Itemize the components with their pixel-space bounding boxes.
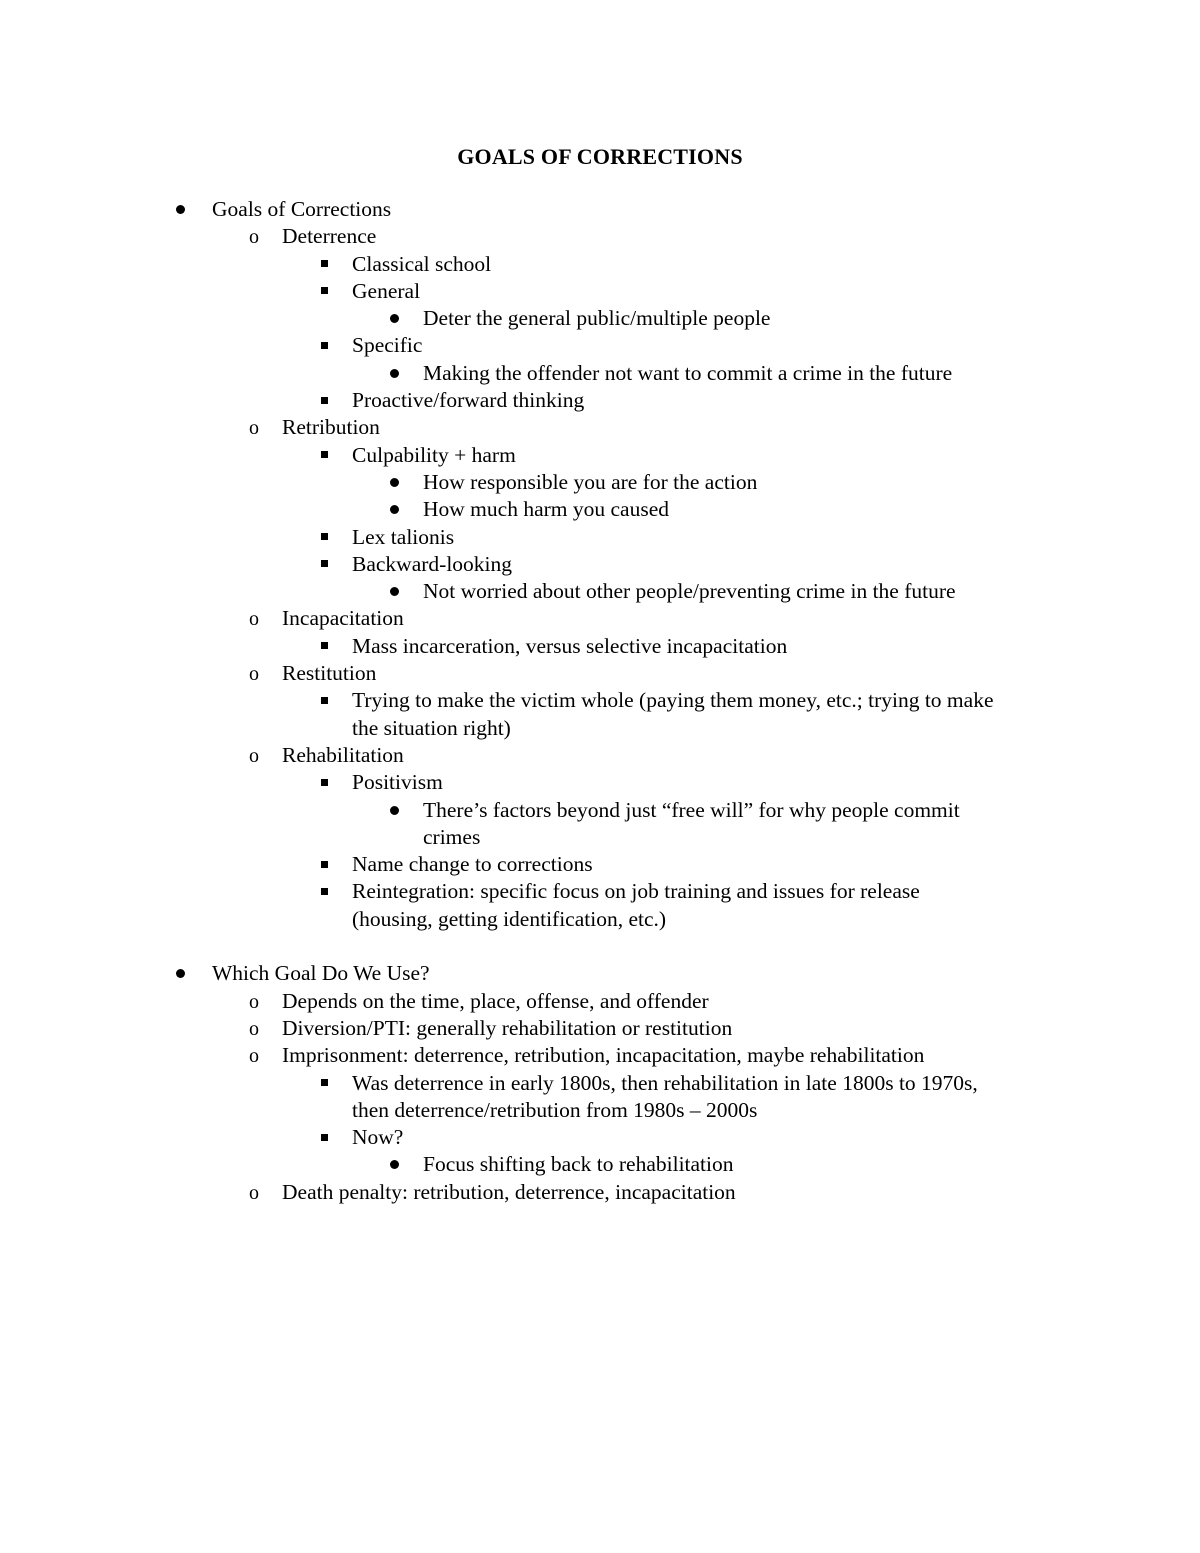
list-item-text: Death penalty: retribution, deterrence, incapacitation (282, 1179, 736, 1204)
list-item (0, 742, 1200, 769)
circle-bullet-icon: o (249, 1045, 259, 1068)
disc-bullet-icon (386, 496, 402, 523)
list-item-text: Deter the general public/multiple people (423, 306, 771, 331)
square-bullet-icon (316, 442, 332, 469)
list-item (0, 278, 1200, 305)
list-item-text: Restitution (282, 661, 377, 686)
circle-bullet-icon: o (249, 417, 259, 440)
list-item-text: Goals of Corrections (212, 197, 392, 221)
circle-bullet-icon: o (249, 663, 259, 686)
list-item-text: Diversion/PTI: generally rehabilitation or restitution (282, 1015, 733, 1040)
list-item (0, 196, 1200, 223)
list-item (0, 1097, 1200, 1124)
list-item (0, 960, 1200, 987)
list-item (0, 824, 1200, 851)
list-item-text: Which Goal Do We Use? (212, 961, 430, 986)
square-bullet-icon (316, 332, 332, 359)
disc-bullet-icon (386, 305, 402, 332)
disc-bullet-icon (172, 960, 188, 987)
list-item-text: Name change to corrections (352, 852, 593, 877)
list-item-text: Imprisonment: deterrence, retribution, incapacitation, maybe rehabilitation (282, 1043, 925, 1068)
list-item-text: How much harm you caused (423, 497, 669, 522)
list-item-text: Deterrence (282, 224, 377, 249)
list-item-text: Positivism (352, 770, 443, 795)
square-bullet-icon (316, 1124, 332, 1151)
list-item-text: Not worried about other people/preventing crime in the future (423, 579, 956, 604)
list-item-text: Incapacitation (282, 606, 404, 631)
list-item-text: Making the offender not want to commit a crime in the future (423, 360, 953, 385)
list-item (0, 442, 1200, 469)
list-item (0, 551, 1200, 578)
list-item-text: Mass incarceration, versus selective incapacitation (352, 633, 788, 658)
list-item (0, 851, 1200, 878)
list-item-text: Now? (352, 1125, 404, 1150)
square-bullet-icon (316, 687, 332, 714)
circle-bullet-icon: o (249, 1181, 259, 1204)
list-item-text: Specific (352, 333, 423, 358)
square-bullet-icon (316, 278, 332, 305)
list-item (0, 769, 1200, 796)
disc-bullet-icon (386, 469, 402, 496)
list-item (0, 1179, 1200, 1206)
blank-line (0, 933, 1200, 960)
list-item (0, 360, 1200, 387)
list-item-text: Backward-looking (352, 551, 513, 576)
square-bullet-icon (316, 769, 332, 796)
list-item (0, 687, 1200, 714)
list-item (0, 988, 1200, 1015)
list-item (0, 305, 1200, 332)
list-item (0, 332, 1200, 359)
list-item-text: Trying to make the victim whole (paying them money, etc.; trying to make (352, 688, 994, 713)
list-item (0, 223, 1200, 250)
circle-bullet-icon: o (249, 744, 259, 767)
list-item-text: There’s factors beyond just “free will” for why people commit (423, 797, 960, 822)
list-item (0, 414, 1200, 441)
circle-bullet-icon: o (249, 990, 259, 1013)
list-item (0, 797, 1200, 824)
list-item (0, 715, 1200, 742)
list-item (0, 469, 1200, 496)
page-title: GOALS OF CORRECTIONS (457, 144, 743, 169)
circle-bullet-icon: o (249, 608, 259, 631)
list-item (0, 605, 1200, 632)
list-item (0, 1124, 1200, 1151)
list-item (0, 1042, 1200, 1069)
list-item-text: then deterrence/retribution from 1980s – 2000s (352, 1097, 758, 1122)
list-item (0, 524, 1200, 551)
list-item-text: Focus shifting back to rehabilitation (423, 1152, 734, 1177)
circle-bullet-icon: o (249, 226, 259, 249)
circle-bullet-icon: o (249, 1017, 259, 1040)
outline-list (0, 196, 1200, 1206)
list-item-text: Lex talionis (352, 524, 455, 549)
square-bullet-icon (316, 878, 332, 905)
list-item-text: Retribution (282, 415, 380, 440)
list-item (0, 1151, 1200, 1178)
list-item (0, 906, 1200, 933)
list-item-text: Classical school (352, 251, 492, 276)
list-item-text: Depends on the time, place, offense, and offender (282, 988, 709, 1013)
list-item-text: Rehabilitation (282, 742, 404, 767)
square-bullet-icon (316, 633, 332, 660)
disc-bullet-icon (386, 578, 402, 605)
list-item-text: General (352, 278, 421, 303)
disc-bullet-icon (386, 1151, 402, 1178)
square-bullet-icon (316, 851, 332, 878)
list-item-text: Proactive/forward thinking (352, 388, 585, 413)
list-item (0, 633, 1200, 660)
list-item (0, 496, 1200, 523)
list-item (0, 878, 1200, 905)
disc-bullet-icon (172, 196, 188, 223)
list-item-text: Was deterrence in early 1800s, then rehabilitation in late 1800s to 1970s, (352, 1070, 978, 1095)
list-item-text: the situation right) (352, 715, 511, 740)
disc-bullet-icon (386, 360, 402, 387)
square-bullet-icon (316, 524, 332, 551)
square-bullet-icon (316, 1070, 332, 1097)
list-item (0, 1015, 1200, 1042)
list-item (0, 578, 1200, 605)
list-item (0, 1070, 1200, 1097)
list-item-text: (housing, getting identification, etc.) (352, 906, 667, 931)
list-item-text: How responsible you are for the action (423, 469, 758, 494)
square-bullet-icon (316, 551, 332, 578)
list-item-text: crimes (423, 824, 481, 849)
list-item (0, 251, 1200, 278)
square-bullet-icon (316, 251, 332, 278)
list-item (0, 387, 1200, 414)
square-bullet-icon (316, 387, 332, 414)
list-item-text: Reintegration: specific focus on job training and issues for release (352, 879, 920, 904)
list-item (0, 660, 1200, 687)
disc-bullet-icon (386, 797, 402, 824)
list-item-text: Culpability + harm (352, 442, 516, 467)
